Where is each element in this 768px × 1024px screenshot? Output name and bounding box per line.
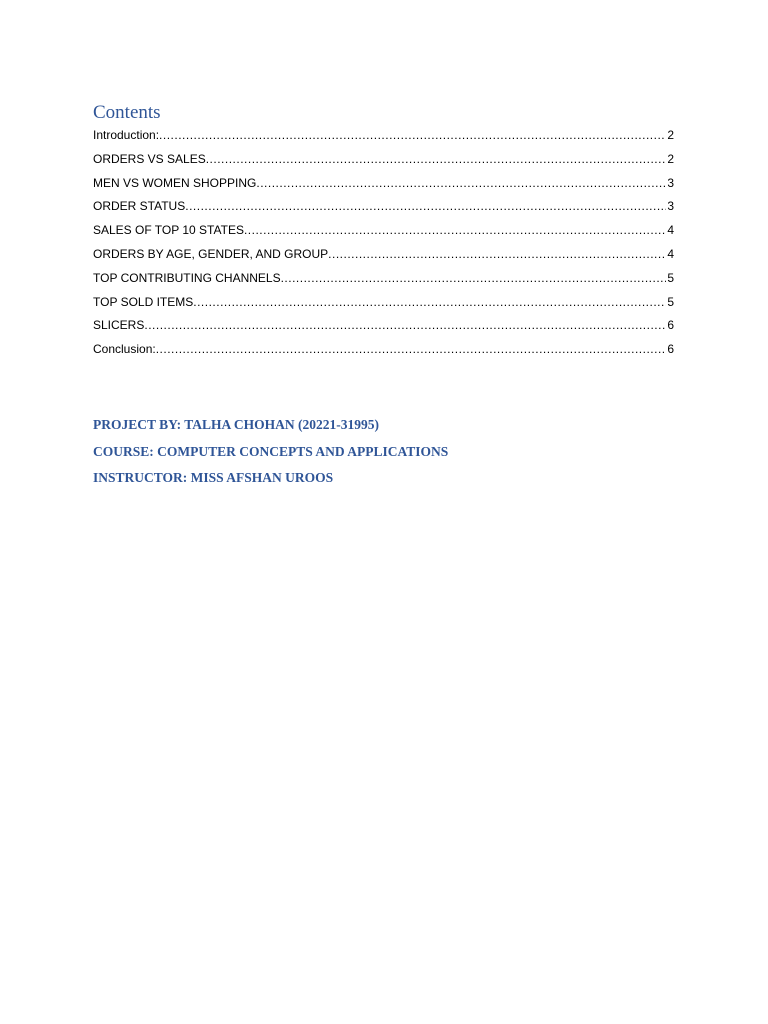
toc-entry-title: MEN VS WOMEN SHOPPING bbox=[93, 175, 257, 190]
toc-dot-leader bbox=[206, 148, 667, 172]
toc-entry-page: 4 bbox=[667, 246, 674, 261]
toc-entry-page: 6 bbox=[667, 318, 674, 333]
toc-entry-title: SALES OF TOP 10 STATES bbox=[93, 223, 244, 238]
toc-entry-title: ORDERS BY AGE, GENDER, AND GROUP bbox=[93, 246, 329, 261]
toc-dot-leader bbox=[185, 195, 666, 219]
toc-entry-page: 6 bbox=[667, 342, 674, 357]
instructor-line: INSTRUCTOR: MISS AFSHAN UROOS bbox=[93, 470, 334, 485]
toc-heading: Contents bbox=[93, 102, 161, 123]
toc-entry-title: Introduction: bbox=[93, 128, 160, 142]
course-line: COURSE: COMPUTER CONCEPTS AND APPLICATIONS bbox=[93, 443, 449, 459]
toc-entry-sales-of-top-10-states[interactable] bbox=[93, 219, 674, 243]
toc-entry-top-contributing-channels[interactable] bbox=[93, 267, 674, 291]
toc-entry-orders-vs-sales[interactable] bbox=[93, 148, 674, 172]
toc-entry-title: ORDERS VS SALES bbox=[93, 151, 206, 166]
toc-dot-leader bbox=[144, 314, 666, 338]
toc-entry-page: 5 bbox=[667, 270, 674, 285]
toc-entry-title: ORDER STATUS bbox=[93, 199, 186, 214]
toc-entry-page: 2 bbox=[667, 128, 674, 142]
toc-entry-slicers[interactable] bbox=[93, 314, 674, 338]
toc-dot-leader bbox=[193, 291, 666, 315]
toc-dot-leader bbox=[281, 267, 667, 291]
toc-dot-leader bbox=[159, 124, 666, 148]
toc-entry-page: 4 bbox=[667, 223, 674, 238]
toc-dot-leader bbox=[156, 338, 667, 362]
toc-entry-conclusion[interactable] bbox=[93, 338, 674, 362]
toc-dot-leader bbox=[256, 172, 666, 196]
toc-entry-page: 3 bbox=[667, 175, 674, 190]
table-of-contents bbox=[93, 124, 674, 362]
toc-entry-title: Conclusion: bbox=[93, 342, 156, 357]
toc-entry-page: 3 bbox=[667, 199, 674, 214]
project-info bbox=[93, 416, 448, 496]
toc-entry-title: SLICERS bbox=[93, 318, 145, 333]
toc-dot-leader bbox=[328, 243, 666, 267]
toc-entry-page: 2 bbox=[667, 151, 674, 166]
toc-dot-leader bbox=[244, 219, 666, 243]
toc-entry-introduction[interactable] bbox=[93, 124, 674, 148]
toc-entry-title: TOP SOLD ITEMS bbox=[93, 294, 194, 309]
toc-entry-order-status[interactable] bbox=[93, 195, 674, 219]
toc-entry-title: TOP CONTRIBUTING CHANNELS bbox=[93, 270, 281, 285]
toc-entry-top-sold-items[interactable] bbox=[93, 291, 674, 315]
toc-entry-men-vs-women-shopping[interactable] bbox=[93, 172, 674, 196]
toc-entry-orders-by-age-gender-group[interactable] bbox=[93, 243, 674, 267]
toc-entry-page: 5 bbox=[667, 294, 674, 309]
project-by-line: PROJECT BY: TALHA CHOHAN (20221-31995) bbox=[93, 417, 380, 432]
